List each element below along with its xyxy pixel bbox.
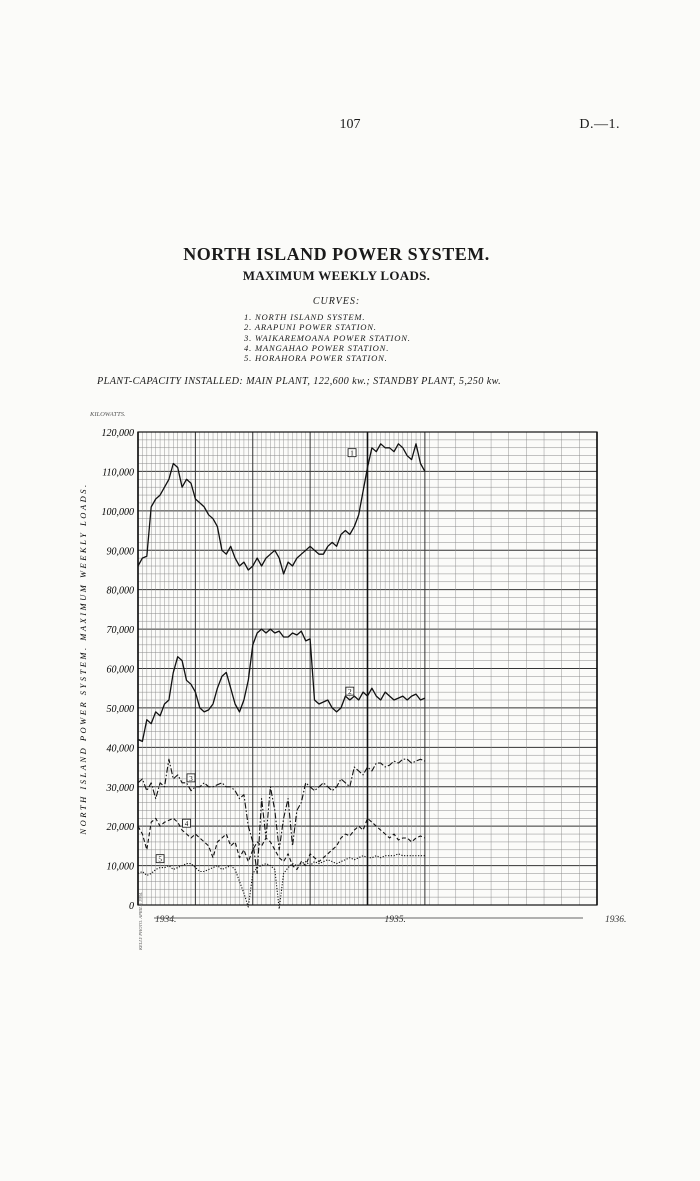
page-number: 107 bbox=[339, 117, 361, 132]
curve-legend-item: 2. ARAPUNI POWER STATION. bbox=[244, 322, 377, 333]
series-label-4: 4 bbox=[184, 820, 189, 829]
y-tick-label: 20,000 bbox=[106, 822, 134, 834]
y-tick-label: 50,000 bbox=[106, 703, 134, 715]
chart-title: NORTH ISLAND POWER SYSTEM. bbox=[183, 244, 490, 264]
document-reference: D.—1. bbox=[579, 117, 620, 132]
series-label-2: 2 bbox=[348, 688, 352, 697]
curves-heading: CURVES: bbox=[312, 296, 361, 307]
x-tick-label: 1935. bbox=[384, 915, 406, 925]
y-tick-label: 0 bbox=[129, 901, 134, 912]
y-axis-title: NORTH ISLAND POWER SYSTEM. MAXIMUM WEEKLY LOADS. bbox=[78, 482, 88, 835]
y-tick-label: 30,000 bbox=[106, 782, 134, 794]
series-line-3 bbox=[138, 759, 425, 873]
curve-legend-item: 4. MANGAHAO POWER STATION. bbox=[244, 342, 390, 353]
y-unit-label: KILOWATTS. bbox=[90, 411, 126, 418]
curve-legend-item: 1. NORTH ISLAND SYSTEM. bbox=[244, 312, 366, 322]
y-tick-label: 10,000 bbox=[106, 861, 134, 873]
series-label-5: 5 bbox=[158, 855, 162, 864]
chart-subtitle: MAXIMUM WEEKLY LOADS. bbox=[242, 268, 431, 283]
y-tick-label: 90,000 bbox=[106, 546, 134, 558]
y-tick-label: 80,000 bbox=[106, 585, 134, 597]
y-tick-label: 70,000 bbox=[106, 625, 134, 637]
y-tick-label: 40,000 bbox=[106, 743, 134, 755]
x-tick-label: 1934. bbox=[155, 915, 177, 925]
y-tick-label: 110,000 bbox=[102, 467, 134, 479]
curve-legend-item: 3. WAIKAREMOANA POWER STATION. bbox=[244, 332, 411, 343]
y-tick-label: 120,000 bbox=[101, 428, 134, 439]
series-label-1: 1 bbox=[350, 449, 354, 458]
curve-legend-item: 5. HORAHORA POWER STATION. bbox=[244, 353, 388, 364]
capacity-note: PLANT-CAPACITY INSTALLED: MAIN PLANT, 122,600 kw.; STANDBY PLANT, 5,250 kw. bbox=[97, 376, 502, 387]
y-tick-label: 100,000 bbox=[101, 506, 134, 518]
x-tick-label: 1936. bbox=[605, 915, 627, 925]
series-line-2 bbox=[138, 629, 425, 741]
y-tick-label: 60,000 bbox=[106, 664, 134, 676]
chart-axes bbox=[138, 432, 597, 918]
photo-credit-note: KELLY PHOTO. APRIL 5 1934. bbox=[138, 891, 143, 950]
series-label-3: 3 bbox=[189, 774, 193, 783]
